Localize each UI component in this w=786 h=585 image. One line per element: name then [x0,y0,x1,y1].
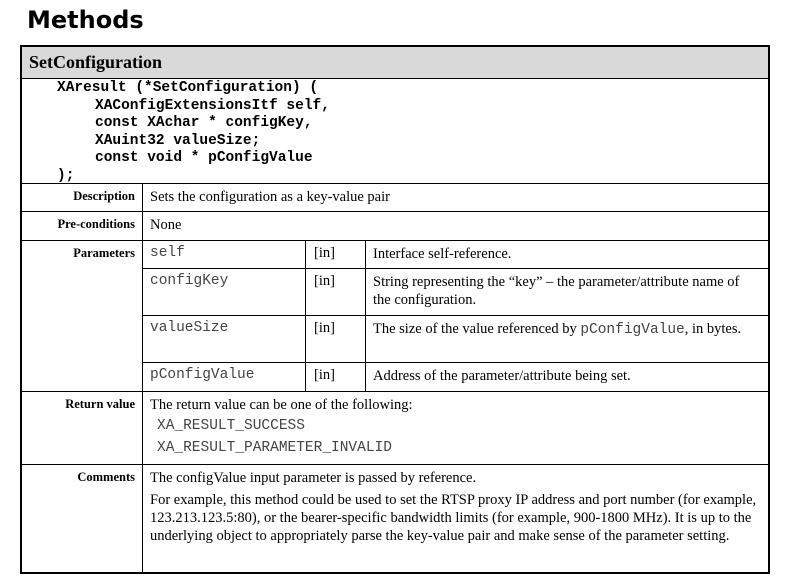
method-title: SetConfiguration [22,47,768,79]
parameter-direction: [in] [306,269,366,315]
parameter-direction: [in] [306,316,366,363]
parameter-description-text: , in bytes. [684,320,742,337]
comment-paragraph: The configValue input parameter is passed by reference. [150,470,477,486]
prototype-line: XAresult (*SetConfiguration) ( [57,80,319,96]
parameter-row [143,241,768,269]
return-code: XA_RESULT_SUCCESS [157,418,305,434]
parameters-label: Parameters [22,241,143,391]
parameter-description: Interface self-reference. [373,246,512,262]
parameter-direction: [in] [306,241,366,268]
description-value: Sets the configuration as a key-value pair [150,189,390,205]
return-value-intro: The return value can be one of the following: [150,397,413,413]
parameter-row [143,269,768,316]
return-code: XA_RESULT_PARAMETER_INVALID [157,440,392,456]
method-prototype [22,79,768,184]
parameters-table [143,241,768,391]
parameter-name: self [143,241,306,268]
parameter-description: String representing the “key” – the parameter/attribute name of the configuration. [373,273,740,308]
parameter-description: Address of the parameter/attribute being set. [373,368,631,385]
description-label: Description [22,184,143,211]
parameter-row [143,363,768,391]
preconditions-value: None [150,217,182,233]
comments-content [143,465,768,573]
prototype-line: const XAchar * configKey, [95,115,313,131]
comments-label: Comments [22,465,143,573]
parameter-description [366,316,768,363]
parameter-description-code: pConfigValue [580,321,685,338]
parameter-description-text: The size of the value referenced by [373,320,581,337]
prototype-line: XAConfigExtensionsItf self, [95,97,330,114]
return-value-label: Return value [22,392,143,464]
parameters-row [22,241,768,392]
parameter-name: configKey [143,269,306,315]
parameter-name: valueSize [143,316,306,363]
preconditions-row [22,212,768,241]
preconditions-label: Pre-conditions [22,212,143,240]
parameter-name: pConfigValue [143,363,306,391]
parameter-row [143,316,768,364]
method-table [20,45,770,574]
description-row [22,184,768,212]
parameter-direction: [in] [306,363,366,391]
prototype-line: XAuint32 valueSize; [95,132,261,149]
return-value-content [143,392,768,464]
section-heading: Methods [27,6,144,34]
prototype-line: const void * pConfigValue [95,150,313,166]
return-value-row [22,392,768,465]
comment-paragraph: For example, this method could be used to set the RTSP proxy IP address and port number (for example, 123.213.123.5:80), or the bearer-specific bandwidth limits (for example, 900-1800 MHz). It is up to the underlying object to appropriately parse the key-value pair and make sense of the parameter setting. [150,492,757,544]
prototype-line: ); [57,167,75,184]
comments-row [22,465,768,573]
